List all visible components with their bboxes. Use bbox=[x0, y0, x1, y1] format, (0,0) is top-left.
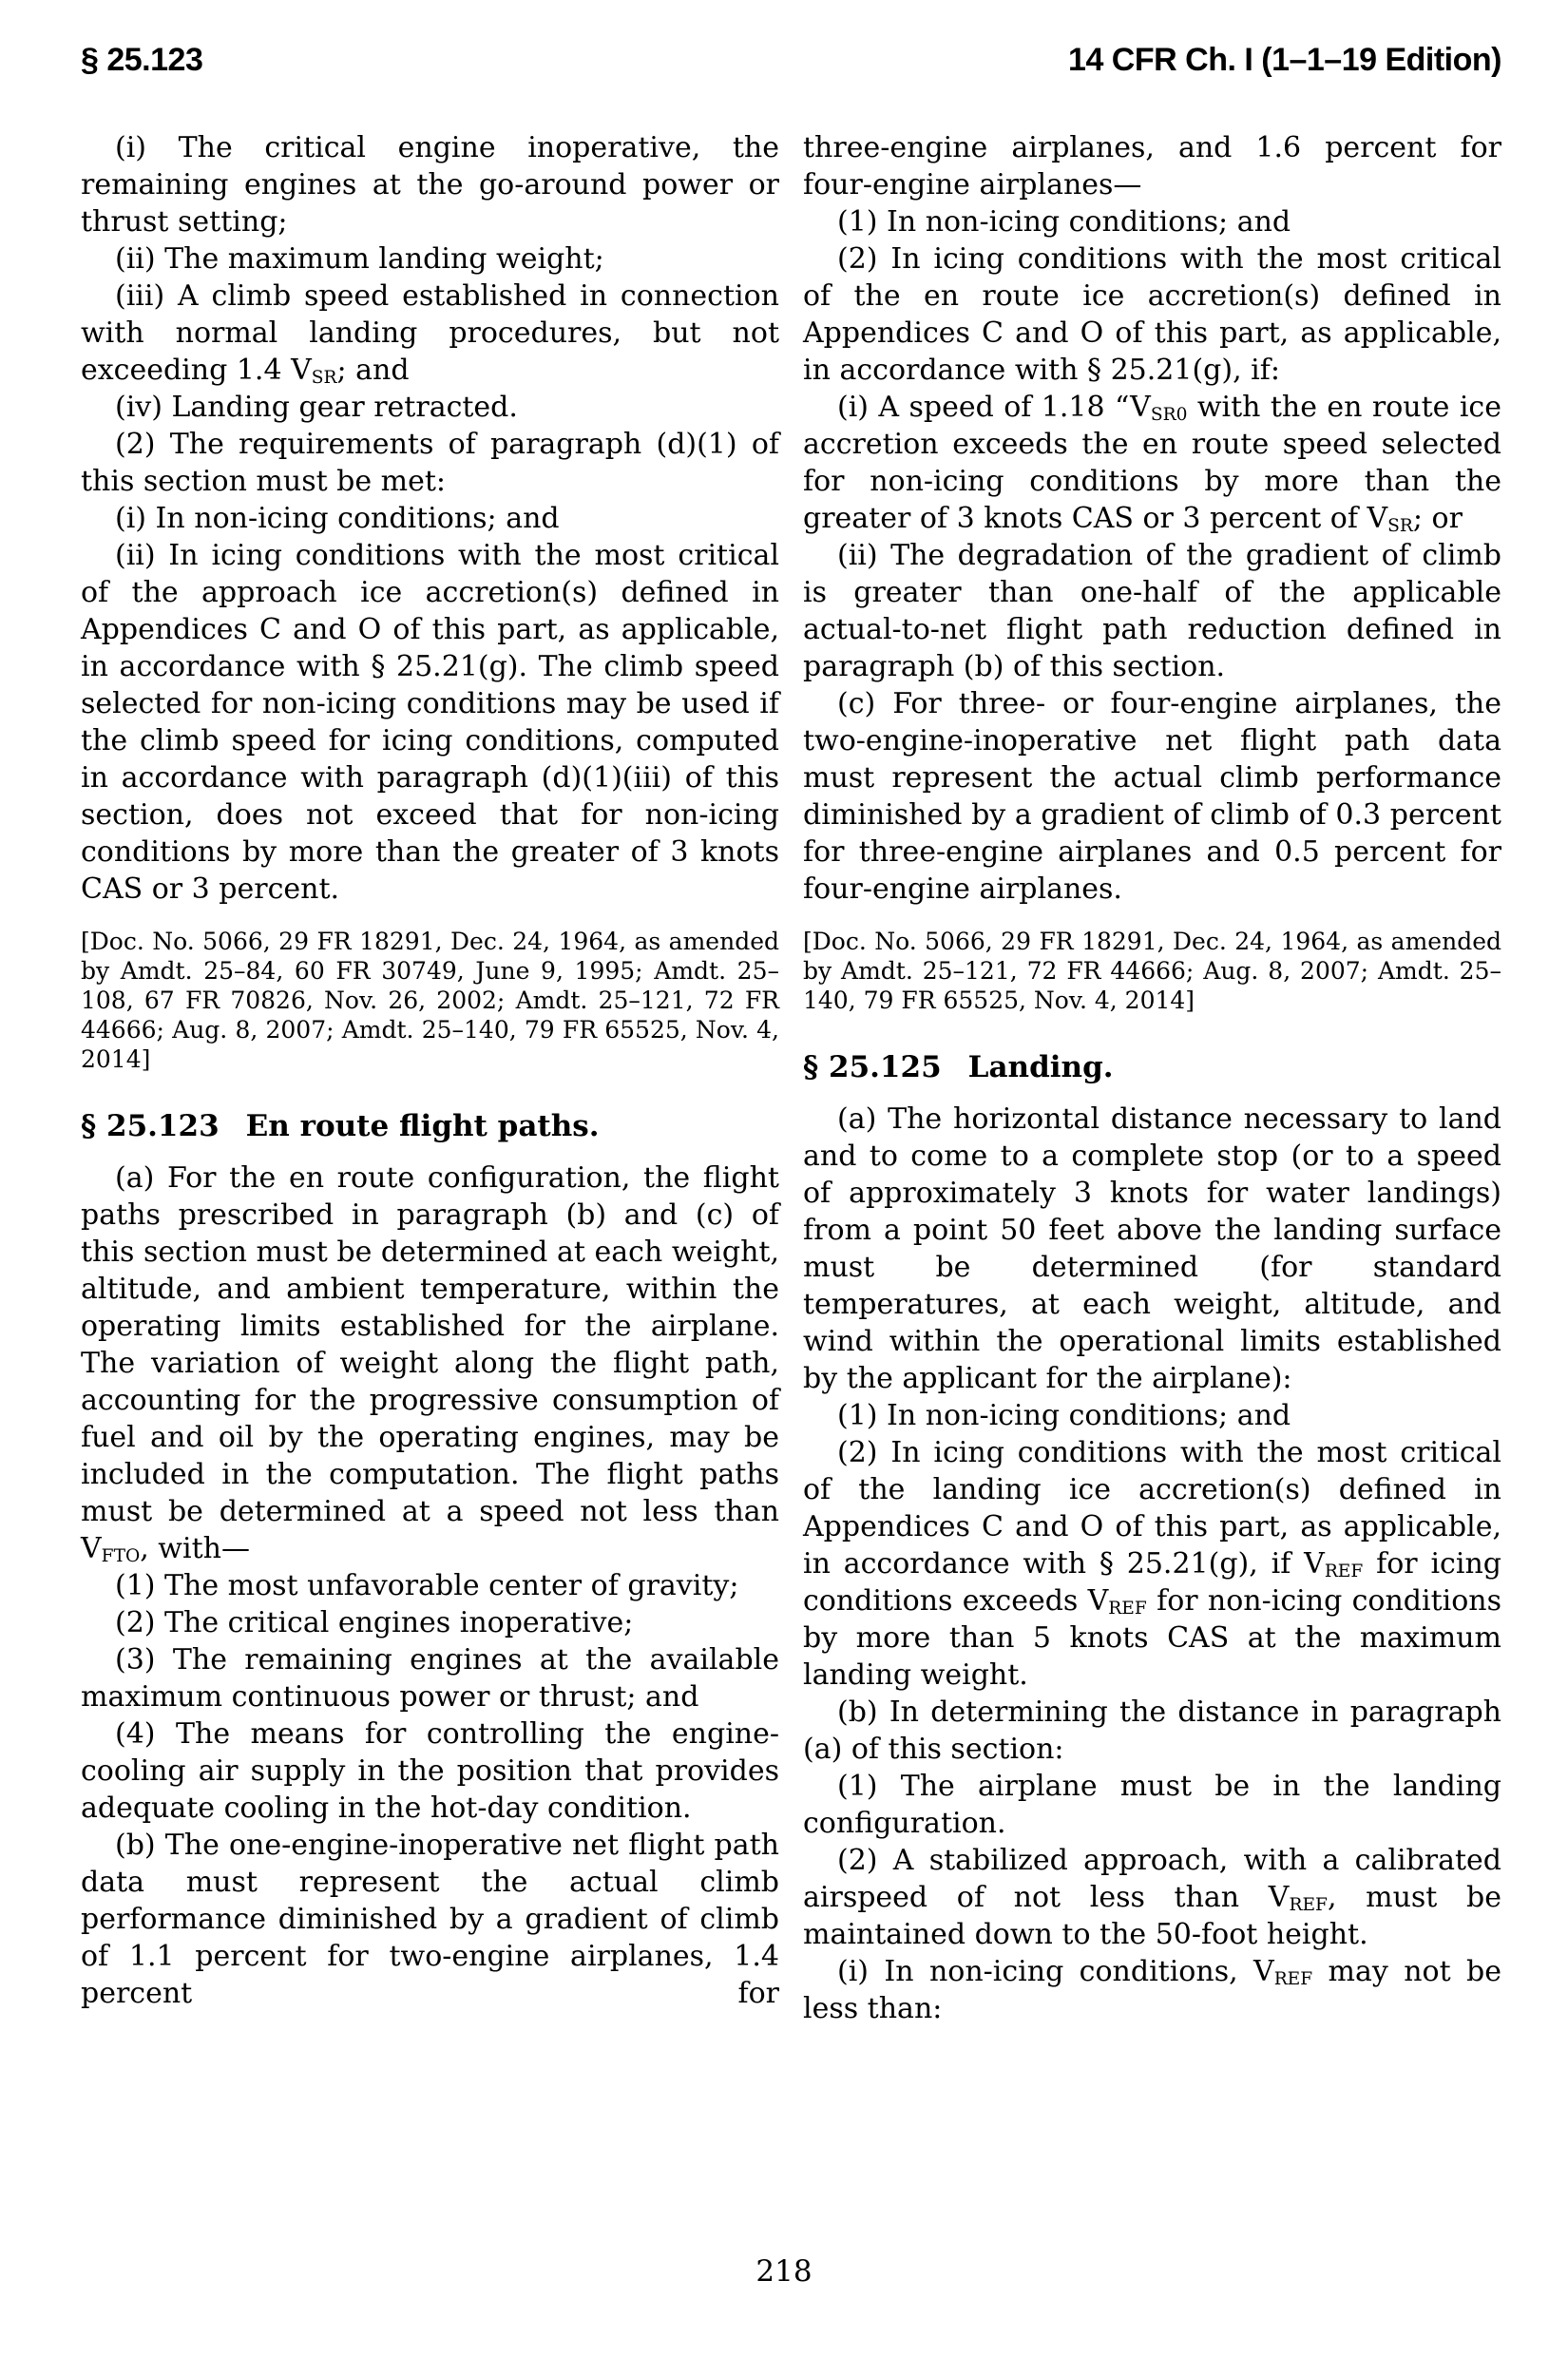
left-column bbox=[81, 129, 779, 2027]
header-edition: 14 CFR Ch. I (1–1–19 Edition) bbox=[1068, 42, 1501, 78]
paragraph: [Doc. No. 5066, 29 FR 18291, Dec. 24, 1964, as amended by Amdt. 25–84, 60 FR 30749, June 9, 1995; Amdt. 25–108, 67 FR 70826, Nov. 26, 2002; Amdt. 25–121, 72 FR 44666; Aug. 8, 2007; Amdt. 25–140, 79 FR 65525, Nov. 4, 2014] bbox=[81, 928, 779, 1073]
paragraph: (2) In icing conditions with the most critical of the landing ice accretion(s) defined in Appendices C and O of this part, as applicable, in accordance with § 25.21(g), if $V_{REF}$ for icing conditions exceeds $V_{REF}$ for non-icing conditions by more than 5 knots CAS at the maximum landing weight. bbox=[803, 1436, 1501, 1692]
paragraph: (i) The critical engine inoperative, the remaining engines at the go-around power or thrust setting; bbox=[81, 131, 779, 239]
paragraph: (2) The requirements of paragraph (d)(1) of this section must be met: bbox=[81, 428, 779, 498]
paragraph: three-engine airplanes, and 1.6 percent for four-engine airplanes— bbox=[803, 131, 1501, 201]
running-header bbox=[81, 42, 1501, 79]
text-columns bbox=[81, 129, 1501, 2027]
paragraph: (1) The airplane must be in the landing configuration. bbox=[803, 1770, 1501, 1840]
paragraph: (1) In non-icing conditions; and bbox=[837, 1399, 1291, 1432]
subscript: FTO bbox=[101, 1546, 141, 1567]
paragraph: (i) In non-icing conditions, $V_{REF}$ may not be less than: bbox=[803, 1955, 1501, 2025]
paragraph: (1) The most unfavorable center of gravity; bbox=[115, 1569, 739, 1602]
subscript: SR bbox=[1387, 516, 1413, 537]
subscript: REF bbox=[1289, 1895, 1328, 1916]
paragraph: (a) For the en route configuration, the flight paths prescribed in paragraph (b) and (c) of this section must be determined at each weight, altitude, and ambient temperature, within the operating limits established for the airplane. The variation of weight along the flight path, accounting for the progressive consumption of fuel and oil by the operating engines, may be included in the computation. The flight paths must be determined at a speed not less than $V_{FTO}$, with— bbox=[81, 1161, 779, 1567]
paragraph: (2) In icing conditions with the most critical of the en route ice accretion(s) defined in Appendices C and O of this part, as applicable, in accordance with § 25.21(g), if: bbox=[803, 242, 1501, 387]
paragraph: (i) In non-icing conditions; and bbox=[115, 502, 560, 535]
paragraph: (b) The one-engine-inoperative net flight path data must represent the actual climb performance diminished by a gradient of climb of 1.1 percent for two-engine airplanes, 1.4 percent for bbox=[81, 1829, 779, 2010]
section-heading bbox=[81, 1108, 779, 1144]
subscript: REF bbox=[1108, 1599, 1147, 1619]
paragraph: (c) For three- or four-engine airplanes, the two-engine-inoperative net flight path data must represent the actual climb performance diminished by a gradient of climb of 0.3 percent for three-engine airplanes and 0.5 percent for four-engine airplanes. bbox=[803, 687, 1501, 906]
paragraph: (2) The critical engines inoperative; bbox=[115, 1606, 634, 1639]
paragraph: (4) The means for controlling the engine-cooling air supply in the position that provides adequate cooling in the hot-day condition. bbox=[81, 1717, 779, 1825]
paragraph: [Doc. No. 5066, 29 FR 18291, Dec. 24, 1964, as amended by Amdt. 25–121, 72 FR 44666; Aug. 8, 2007; Amdt. 25–140, 79 FR 65525, Nov. 4, 2014] bbox=[803, 928, 1501, 1014]
section-title: En route flight paths. bbox=[245, 1109, 600, 1143]
right-column bbox=[803, 129, 1501, 2027]
subscript: REF bbox=[1273, 1969, 1313, 1990]
subscript: REF bbox=[1324, 1562, 1364, 1582]
paragraph: (2) A stabilized approach, with a calibrated airspeed of not less than $V_{REF}$, must be maintained down to the 50-foot height. bbox=[803, 1844, 1501, 1951]
paragraph: (3) The remaining engines at the available maximum continuous power or thrust; and bbox=[81, 1643, 779, 1714]
header-section-number: § 25.123 bbox=[81, 42, 203, 78]
paragraph: (ii) The degradation of the gradient of climb is greater than one-half of the applicable actual-to-net flight path reduction defined in paragraph (b) of this section. bbox=[803, 539, 1501, 683]
page-number: 218 bbox=[755, 2254, 813, 2289]
paragraph: (ii) In icing conditions with the most critical of the approach ice accretion(s) defined in Appendices C and O of this part, as applicable, in accordance with § 25.21(g). The climb speed selected for non-icing conditions may be used if the climb speed for icing conditions, computed in accordance with paragraph (d)(1)(iii) of this section, does not exceed that for non-icing conditions by more than the greater of 3 knots CAS or 3 percent. bbox=[81, 539, 779, 906]
paragraph: (ii) The maximum landing weight; bbox=[115, 242, 604, 276]
subscript: SR0 bbox=[1150, 405, 1188, 426]
section-title: Landing. bbox=[967, 1050, 1114, 1084]
paragraph: (1) In non-icing conditions; and bbox=[837, 205, 1291, 239]
paragraph: (iii) A climb speed established in connection with normal landing procedures, but not exceeding 1.4 $V_{SR}$; and bbox=[81, 279, 779, 389]
section-heading bbox=[803, 1049, 1501, 1085]
paragraph: (i) A speed of 1.18 “$V_{SR0}$ with the en route ice accretion exceeds the en route speed selected for non-icing conditions by more than the greater of 3 knots CAS or 3 percent of $V_{SR}$; or bbox=[803, 391, 1501, 537]
paragraph: (a) The horizontal distance necessary to land and to come to a complete stop (or to a speed of approximately 3 knots for water landings) from a point 50 feet above the landing surface must be determined (for standard temperatures, at each weight, altitude, and wind within the operational limits established by the applicant for the airplane): bbox=[803, 1102, 1501, 1395]
paragraph: (b) In determining the distance in paragraph (a) of this section: bbox=[803, 1696, 1501, 1766]
section-number: § 25.123 bbox=[81, 1109, 220, 1143]
paragraph: (iv) Landing gear retracted. bbox=[115, 391, 518, 424]
subscript: SR bbox=[311, 368, 337, 389]
section-number: § 25.125 bbox=[803, 1050, 942, 1084]
